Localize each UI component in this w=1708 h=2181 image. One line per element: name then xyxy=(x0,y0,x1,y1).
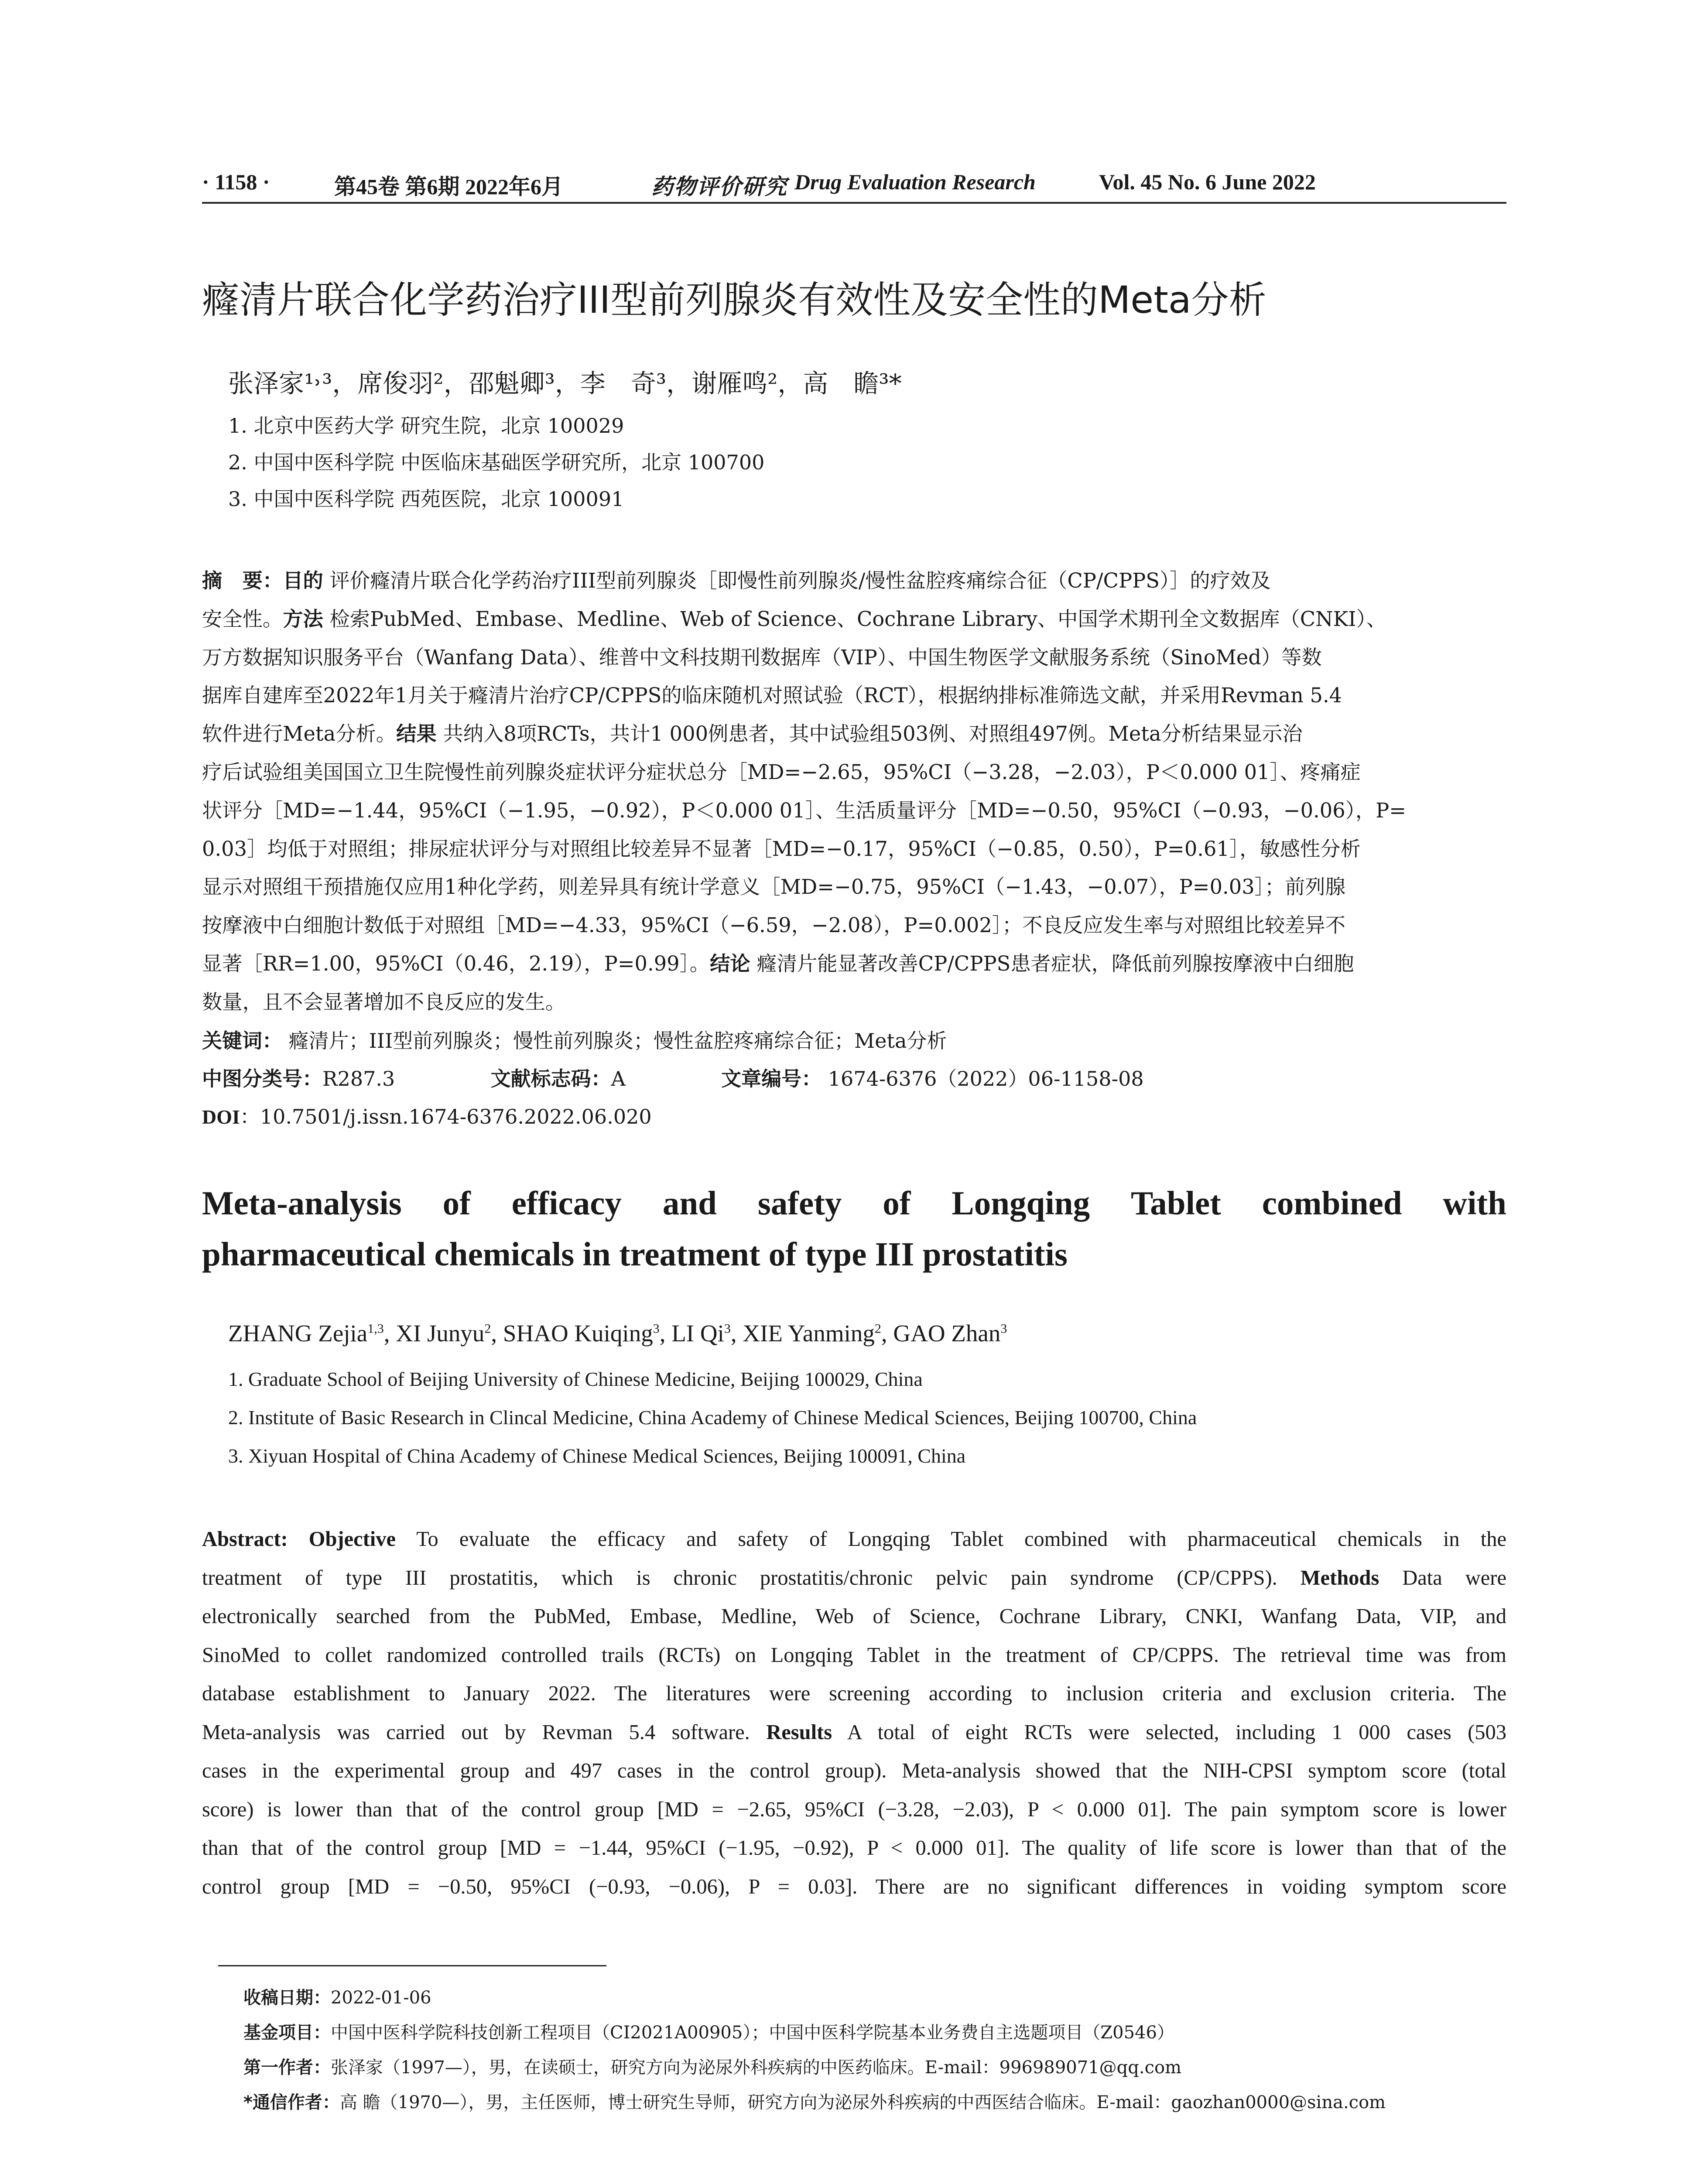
cn-abstract-text: 显著［RR=1.00，95%CI（0.46，2.19），P=0.99］。 xyxy=(202,951,710,975)
author-affiliation-mark: 3 xyxy=(724,1321,731,1336)
cn-abstract-line xyxy=(202,753,1506,792)
author-affiliation-mark: 1,3 xyxy=(367,1321,384,1336)
author-name: SHAO Kuiqing xyxy=(503,1320,653,1347)
cn-abstract-text: 据库自建库至2022年1月关于癃清片治疗CP/CPPS的临床随机对照试验（RCT），根据纳排标准筛选文献，并采用Revman 5.4 xyxy=(202,684,1342,708)
cn-abstract-section-label: 方法 xyxy=(283,607,323,631)
doi-value: ：10.7501/j.issn.1674-6376.2022.06.020 xyxy=(240,1105,652,1128)
cn-abstract-text: 检索PubMed、Embase、Medline、Web of Science、Cochrane Library、中国学术期刊全文数据库（CNKI）、 xyxy=(323,607,1386,631)
cn-title: 癃清片联合化学药治疗III型前列腺炎有效性及安全性的Meta分析 xyxy=(202,278,1266,322)
cn-abstract-text: 数量，且不会显著增加不良反应的发生。 xyxy=(202,990,566,1014)
issue-cn: 第45卷 第6期 2022年6月 xyxy=(334,174,563,199)
footnote-first-author xyxy=(243,2054,1181,2078)
clc-label: 中图分类号： xyxy=(202,1067,322,1090)
author-name: XI Junyu xyxy=(396,1320,485,1347)
en-abstract-text: than that of the control group [MD = −1.44, 95%CI (−1.95, −0.92), P < 0.000 01]. The quality of life score is lower than that of the xyxy=(202,1836,1506,1860)
cn-abstract-line xyxy=(202,562,1506,600)
keywords-label: 关键词： xyxy=(202,1029,282,1053)
cn-abstract xyxy=(202,562,1506,1022)
en-title-word: efficacy xyxy=(511,1184,622,1222)
footnote-rule xyxy=(218,1965,606,1966)
cn-abstract-text: 状评分［MD=−1.44，95%CI（−1.95，−0.92），P＜0.000 01］、生活质量评分［MD=−0.50，95%CI（−0.93，−0.06），P= xyxy=(202,798,1407,822)
en-title-word: and xyxy=(662,1184,717,1222)
cn-keywords xyxy=(202,1025,947,1054)
en-abstract-text: electronically searched from the PubMed, Embase, Medline, Web of Science, Cochrane Library, CNKI, Wanfang Data, VIP, and xyxy=(202,1605,1506,1628)
en-abstract-text: A total of eight RCTs were selected, including 1 000 cases (503 xyxy=(832,1720,1507,1744)
en-affiliation-3: 3. Xiyuan Hospital of China Academy of Chinese Medical Sciences, Beijing 100091, China xyxy=(228,1445,966,1467)
en-abstract-line xyxy=(202,1868,1506,1907)
en-title-word: with xyxy=(1443,1184,1506,1222)
cn-abstract-text: 显示对照组干预措施仅应用1种化学药，则差异具有统计学意义［MD=−0.75，95%CI（−1.43，−0.07），P=0.03］；前列腺 xyxy=(202,875,1346,899)
footnote-label: *通信作者： xyxy=(243,2092,340,2113)
cn-abstract-section-label: 结论 xyxy=(710,951,750,975)
en-abstract-text: Data were xyxy=(1379,1566,1506,1590)
footnote-label: 第一作者： xyxy=(243,2058,331,2078)
doi-label: DOI xyxy=(202,1106,240,1128)
cn-abstract-section-label: 目的 xyxy=(283,569,323,592)
cn-abstract-line xyxy=(202,945,1506,983)
author-affiliation-mark: 2 xyxy=(484,1321,491,1336)
footnote-text: 高 瞻（1970—），男，主任医师，博士研究生导师，研究方向为泌尿外科疾病的中西医结合临床。E-mail：gaozhan0000@sina.com xyxy=(339,2092,1386,2113)
en-abstract-line xyxy=(202,1559,1506,1598)
en-abstract-text: Meta-analysis was carried out by Revman 5.4 software. xyxy=(202,1720,767,1744)
en-abstract-text: cases in the experimental group and 497 cases in the control group). Meta-analysis showed that the NIH-CPSI symptom score (total xyxy=(202,1759,1506,1782)
en-abstract-line xyxy=(202,1752,1506,1791)
en-title-word: Meta-analysis xyxy=(202,1184,402,1222)
cn-abstract-line xyxy=(202,830,1506,868)
author-name: ZHANG Zejia xyxy=(228,1320,368,1347)
issue-en: Vol. 45 No. 6 June 2022 xyxy=(1099,170,1316,194)
en-title-word: Longqing xyxy=(952,1184,1090,1222)
cn-abstract-line xyxy=(202,715,1506,753)
article-no-label: 文章编号： xyxy=(721,1067,822,1090)
en-abstract-text: database establishment to January 2022. The literatures were screening according to inclusion criteria and exclusion criteria. The xyxy=(202,1682,1506,1705)
clc-value: R287.3 xyxy=(322,1067,395,1090)
author-name: LI Qi xyxy=(671,1320,724,1347)
footnote-corresponding xyxy=(243,2089,1386,2113)
cn-affiliation-2: 2. 中国中医科学院 中医临床基础医学研究所，北京 100700 xyxy=(228,451,765,474)
cn-affiliation-3: 3. 中国中医科学院 西苑医院，北京 100091 xyxy=(228,487,624,511)
en-title-line-2: pharmaceutical chemicals in treatment of type III prostatitis xyxy=(202,1235,1068,1273)
en-abstract-text: control group [MD = −0.50, 95%CI (−0.93, −0.06), P = 0.03]. There are no significant differences in voiding symptom score xyxy=(202,1875,1506,1898)
en-affiliation-1: 1. Graduate School of Beijing University of Chinese Medicine, Beijing 100029, China xyxy=(228,1368,923,1390)
cn-abstract-line xyxy=(202,639,1506,677)
cn-abstract-text: 评价癃清片联合化学药治疗III型前列腺炎［即慢性前列腺炎/慢性盆腔疼痛综合征（CP/CPPS）］的疗效及 xyxy=(323,569,1271,592)
en-abstract-text: treatment of type III prostatitis, which is chronic prostatitis/chronic pelvic pain syndrome (CP/CPPS). xyxy=(202,1566,1301,1590)
author-affiliation-mark: 2 xyxy=(874,1321,881,1336)
en-abstract-line xyxy=(202,1597,1506,1636)
en-abstract-line xyxy=(202,1675,1506,1713)
en-abstract-line xyxy=(202,1713,1506,1752)
cn-abstract-line xyxy=(202,906,1506,945)
cn-abstract-section-label: 结果 xyxy=(396,722,437,746)
en-abstract-section-label: Results xyxy=(766,1720,832,1744)
en-title-word: combined xyxy=(1262,1184,1402,1222)
en-abstract xyxy=(202,1520,1506,1906)
en-abstract-line xyxy=(202,1791,1506,1829)
author-affiliation-mark: 3 xyxy=(653,1321,660,1336)
en-abstract-line xyxy=(202,1829,1506,1868)
en-title-word: safety xyxy=(757,1184,842,1222)
cn-abstract-text: 按摩液中白细胞计数低于对照组［MD=−4.33，95%CI（−6.59，−2.08），P=0.002］；不良反应发生率与对照组比较差异不 xyxy=(202,913,1346,937)
en-title xyxy=(202,1178,1506,1280)
en-abstract-text: To evaluate the efficacy and safety of Longqing Tablet combined with pharmaceutical chemicals in the xyxy=(396,1528,1506,1551)
cn-abstract-line xyxy=(202,792,1506,830)
running-header xyxy=(202,169,1506,200)
footnote-funding xyxy=(243,2019,1174,2044)
journal-logo: 药物评价研究 xyxy=(651,174,787,199)
cn-abstract-text: 癃清片能显著改善CP/CPPS患者症状，降低前列腺按摩液中白细胞 xyxy=(750,951,1354,975)
author-affiliation-mark: 3 xyxy=(1000,1321,1007,1336)
page-number: · 1158 · xyxy=(202,170,270,194)
cn-affiliation-1: 1. 北京中医药大学 研究生院，北京 100029 xyxy=(228,414,624,438)
en-abstract-text: score) is lower than that of the control group [MD = −2.65, 95%CI (−3.28, −2.03), P < 0.000 01]. The pain symptom score is lower xyxy=(202,1798,1506,1821)
footnote-text: 中国中医科学院科技创新工程项目（CI2021A00905）；中国中医科学院基本业务费自主选题项目（Z0546） xyxy=(331,2023,1174,2043)
cn-abstract-text: 0.03］均低于对照组；排尿症状评分与对照组比较差异不显著［MD=−0.17，95%CI（−0.85，0.50），P=0.61］，敏感性分析 xyxy=(202,837,1361,861)
cn-authors: 张泽家¹˒³，席俊羽²，邵魁卿³，李 奇³，谢雁鸣²，高 瞻³* xyxy=(228,369,902,398)
author-name: XIE Yanming xyxy=(743,1320,875,1347)
cn-classification xyxy=(202,1063,1144,1092)
cn-abstract-line xyxy=(202,600,1506,639)
en-title-line-1 xyxy=(202,1178,1506,1229)
footnote-label: 收稿日期： xyxy=(243,1988,331,2008)
author-name: GAO Zhan xyxy=(893,1320,1001,1347)
footnote-text: 张泽家（1997—），男，在读硕士，研究方向为泌尿外科疾病的中医药临床。E-mail：996989071@qq.com xyxy=(331,2058,1181,2078)
cn-abstract-line xyxy=(202,868,1506,906)
en-authors: ZHANG Zejia$^{1,3}$, XI Junyu$^2$, SHAO Kuiqing$^3$, LI Qi$^3$, XIE Yanming$^2$, GAO Zhan$^3$ xyxy=(228,1320,1007,1347)
cn-abstract-line xyxy=(202,983,1506,1022)
keywords-text: 癃清片；III型前列腺炎；慢性前列腺炎；慢性盆腔疼痛综合征；Meta分析 xyxy=(288,1029,947,1053)
en-abstract-section-label: Methods xyxy=(1300,1566,1379,1590)
doc-code-value: A xyxy=(611,1067,626,1090)
en-title-word: Tablet xyxy=(1131,1184,1221,1222)
en-abstract-text: SinoMed to collet randomized controlled trails (RCTs) on Longqing Tablet in the treatment of CP/CPPS. The retrieval time was from xyxy=(202,1643,1506,1667)
doi-line xyxy=(202,1101,652,1130)
cn-abstract-text: 软件进行Meta分析。 xyxy=(202,722,397,746)
cn-abstract-text: 万方数据知识服务平台（Wanfang Data）、维普中文科技期刊数据库（VIP）、中国生物医学文献服务系统（SinoMed）等数 xyxy=(202,645,1322,669)
cn-abstract-text: 疗后试验组美国国立卫生院慢性前列腺炎症状评分症状总分［MD=−2.65，95%CI（−3.28，−2.03），P＜0.000 01］、疼痛症 xyxy=(202,760,1361,784)
cn-abstract-section-label: 摘 要： xyxy=(202,569,283,592)
footnote-received xyxy=(243,1984,431,2009)
header-rule xyxy=(202,202,1506,204)
doc-code-label: 文献标志码： xyxy=(490,1067,611,1090)
en-affiliation-2: 2. Institute of Basic Research in Clincal Medicine, China Academy of Chinese Medical Sciences, Beijing 100700, China xyxy=(228,1406,1197,1429)
cn-abstract-text: 共纳入8项RCTs，共计1 000例患者，其中试验组503例、对照组497例。Meta分析结果显示治 xyxy=(436,722,1303,746)
footnote-label: 基金项目： xyxy=(243,2023,331,2043)
article-no-value: 1674-6376（2022）06-1158-08 xyxy=(828,1067,1144,1090)
en-abstract-line xyxy=(202,1520,1506,1559)
en-title-word: of xyxy=(883,1184,911,1222)
cn-abstract-line xyxy=(202,677,1506,715)
cn-abstract-text: 安全性。 xyxy=(202,607,283,631)
footnote-text: 2022-01-06 xyxy=(331,1988,431,2008)
en-abstract-section-label: Abstract: Objective xyxy=(202,1528,396,1551)
en-abstract-line xyxy=(202,1636,1506,1675)
en-title-word: of xyxy=(442,1184,471,1222)
journal-name-en: Drug Evaluation Research xyxy=(794,170,1036,194)
